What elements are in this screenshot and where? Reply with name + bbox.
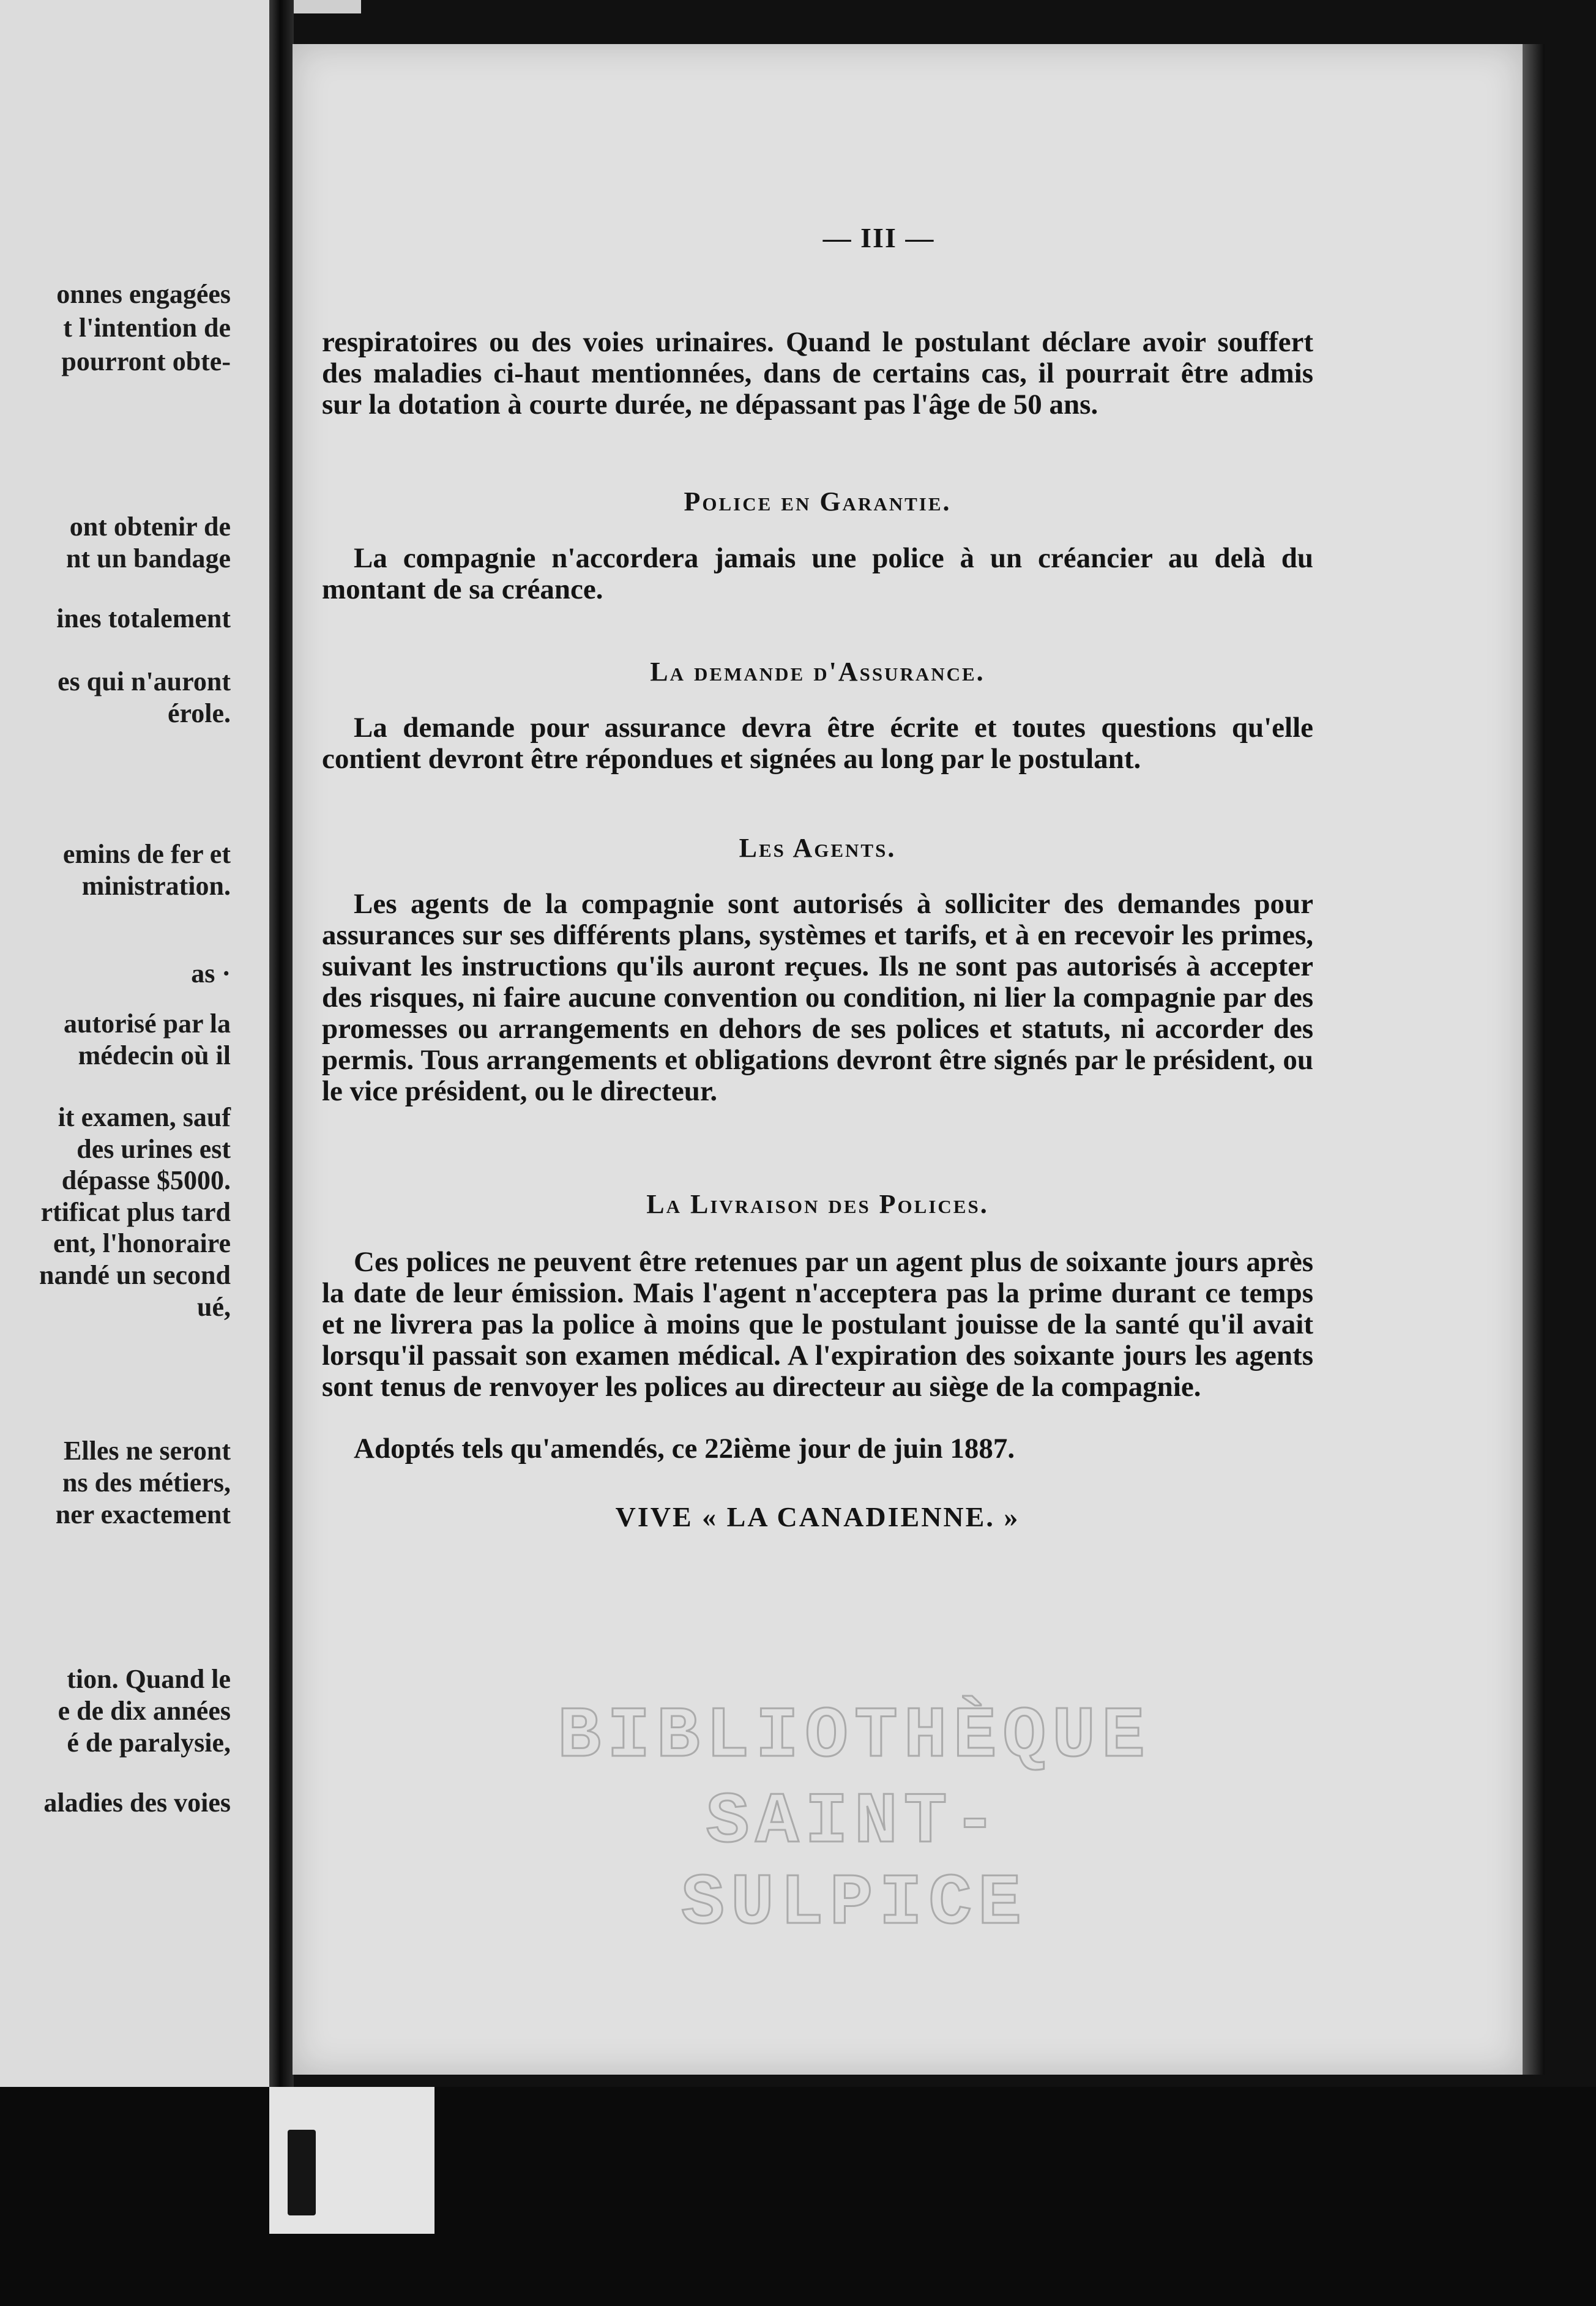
section-heading-les-agents: Les Agents. <box>739 833 897 863</box>
left-page-fragment: ns des métiers, <box>62 1468 231 1498</box>
left-page-fragment: des urines est <box>76 1134 231 1164</box>
left-page-fragment: onnes engagées <box>56 279 231 309</box>
left-page-fragment: ines totalement <box>56 603 231 633</box>
intro-paragraph: respiratoires ou des voies urinaires. Quand le postulant déclare avoir souffert des maladies ci-haut mentionnées, dans de certains cas, il pourrait être admis sur la dotation à courte durée, ne dépassant pas l'âge de 50 ans. <box>322 326 1313 420</box>
main-page <box>293 44 1523 2075</box>
section-heading-livraison-des-polices: La Livraison des Polices. <box>646 1189 989 1219</box>
library-stamp-line-2: SAINT-SULPICE <box>681 1782 1027 1945</box>
section-heading-police-en-garantie: Police en Garantie. <box>684 487 952 517</box>
left-page-fragment: médecin où il <box>78 1040 231 1070</box>
left-page-fragment: es qui n'auront <box>58 666 231 696</box>
page-edge-shadow <box>1523 44 1545 2075</box>
closing-motto: VIVE « LA CANADIENNE. » <box>615 1501 1020 1532</box>
left-page-fragment: é de paralysie, <box>67 1728 231 1758</box>
left-page-fragment: as · <box>191 958 231 988</box>
section-body-les-agents: Les agents de la compagnie sont autorisés à solliciter des demandes pour assurances sur ses différents plans, systèmes et tarifs, et à en recevoir les primes, suivant les instructions qu'ils auront reçues. Ils ne sont pas autorisés à accepter des risques, ni faire aucune convention ou condition, ni lier la compagnie par des promesses ou arrangements en dehors de ses polices et statuts, ni accorder des permis. Tous arrangements et obligations devront être signés par le président, ou le vice président, ou le directeur. <box>322 888 1313 1107</box>
page-number: — III — <box>822 222 935 253</box>
left-page-fragment: ministration. <box>81 871 231 901</box>
left-page-fragment: nandé un second <box>39 1260 231 1290</box>
section-body-police-en-garantie: La compagnie n'accordera jamais une police à un créancier au delà du montant de sa créance. <box>322 542 1313 605</box>
scan-bottom-mark <box>288 2130 316 2215</box>
left-page-fragment: emins de fer et <box>62 839 231 869</box>
left-page-fragment: aladies des voies <box>43 1788 231 1818</box>
left-page-fragment: pourront obte- <box>61 346 231 376</box>
scan-bottom-border <box>0 2087 1596 2306</box>
left-page-fragment: t l'intention de <box>63 313 231 343</box>
left-page-fragment: ont obtenir de <box>69 512 231 542</box>
left-page-fragment: e de dix années <box>58 1696 231 1726</box>
left-page-fragment: ent, l'honoraire <box>53 1228 231 1258</box>
adoption-line: Adoptés tels qu'amendés, ce 22ième jour de juin 1887. <box>354 1433 1015 1465</box>
left-page-fragment: tion. Quand le <box>67 1664 231 1694</box>
book-gutter <box>269 0 294 2093</box>
left-page-fragment: nt un bandage <box>65 543 231 573</box>
section-body-livraison-des-polices: Ces polices ne peuvent être retenues par un agent plus de soixante jours après la date de leur émission. Mais l'agent n'acceptera pas la prime durant ce temps et ne livrera pas la police à moins que le postulant jouisse de la santé qu'il avait lorsqu'il passait son examen médical. A l'expiration des soixante jours les agents sont tenus de renvoyer les polices au directeur au siège de la compagnie. <box>322 1246 1313 1403</box>
left-page-fragment: Elles ne seront <box>64 1436 231 1466</box>
left-page-fragment: rtificat plus tard <box>40 1197 231 1227</box>
left-page-fragment: érole. <box>167 698 231 728</box>
left-facing-page <box>0 0 278 2087</box>
library-stamp-line-1: BIBLIOTHÈQUE <box>557 1696 1151 1778</box>
left-page-fragment: ner exactement <box>55 1499 231 1529</box>
section-body-demande-assurance: La demande pour assurance devra être écrite et toutes questions qu'elle contient devront être répondues et signées au long par le postulant. <box>322 712 1313 775</box>
left-page-fragment: autorisé par la <box>64 1009 231 1039</box>
left-page-fragment: ué, <box>197 1292 231 1322</box>
left-page-fragment: it examen, sauf <box>58 1102 231 1132</box>
left-page-fragment: dépasse $5000. <box>61 1165 231 1195</box>
section-heading-demande-assurance: La demande d'Assurance. <box>650 657 985 687</box>
